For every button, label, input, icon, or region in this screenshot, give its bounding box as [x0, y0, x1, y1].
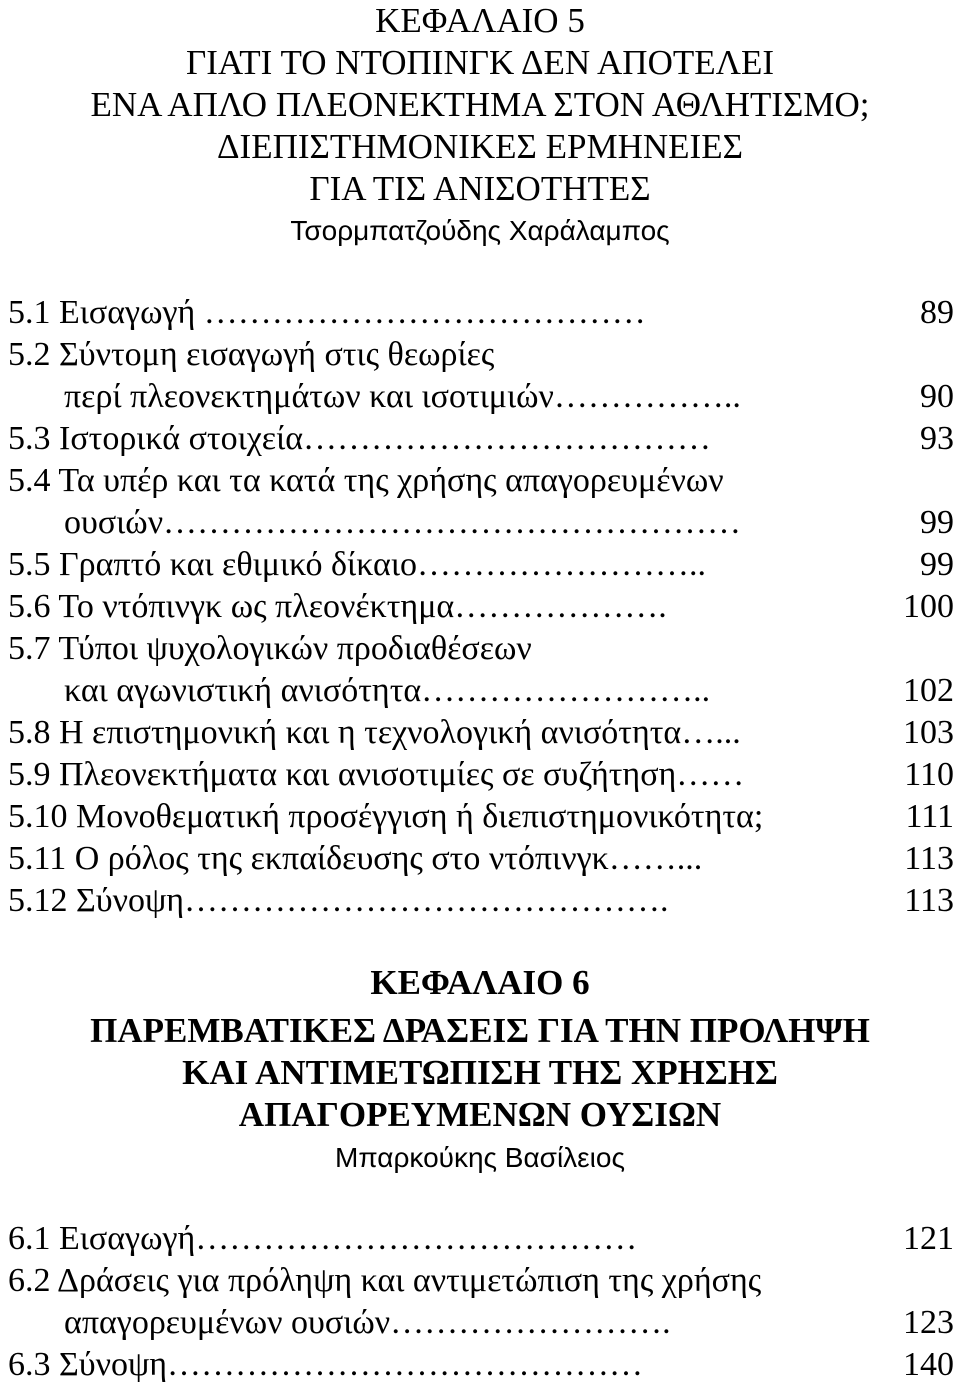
toc-page-6-3: 140	[903, 1346, 954, 1383]
toc-page-6-1: 121	[903, 1220, 954, 1257]
chapter-6-label: ΚΕΦΑΛΑΙΟ 6	[370, 963, 590, 1002]
toc-entry-6-1-text: 6.1 Εισαγωγή…………………………………	[8, 1220, 638, 1257]
toc-entry-5-12-text: 5.12 Σύνοψη…………………………………….	[8, 882, 669, 919]
toc-entry-5-2-text: 5.2 Σύντομη εισαγωγή στις θεωρίες	[8, 336, 495, 373]
toc-entry-5-10-text: 5.10 Μονοθεματική προσέγγιση ή διεπιστημονικότητα;	[8, 798, 764, 835]
toc-entry-5-1-text: 5.1 Εισαγωγή …………………………………	[8, 294, 646, 331]
toc-entry-6-2-cont-text: απαγορευμένων ουσιών…………………….	[64, 1304, 671, 1341]
chapter-5-title-line-2: ΕΝΑ ΑΠΛΟ ΠΛΕΟΝΕΚΤΗΜΑ ΣΤΟΝ ΑΘΛΗΤΙΣΜΟ;	[90, 85, 870, 124]
chapter-6-title-line-1: ΠΑΡΕΜΒΑΤΙΚΕΣ ΔΡΑΣΕΙΣ ΓΙΑ ΤΗΝ ΠΡΟΛΗΨΗ	[90, 1011, 870, 1050]
toc-entry-5-7-cont-text: και αγωνιστική ανισότητα……………………..	[64, 672, 711, 709]
chapter-5-title-line-1: ΓΙΑΤΙ ΤΟ ΝΤΟΠΙΝΓΚ ΔΕΝ ΑΠΟΤΕΛΕΙ	[185, 43, 775, 82]
chapter-5-author: Τσορμπατζούδης Χαράλαμπος	[290, 215, 670, 246]
toc-entry-5-11-text: 5.11 Ο ρόλος της εκπαίδευσης στο ντόπινγκ……...	[8, 840, 703, 877]
toc-entry-5-2-cont-text: περί πλεονεκτημάτων και ισοτιμιών……………..	[64, 378, 741, 415]
toc-entry-5-3-text: 5.3 Ιστορικά στοιχεία………………………………	[8, 420, 712, 457]
toc-page-5-8: 103	[903, 714, 954, 751]
toc-entry-5-4-text: 5.4 Τα υπέρ και τα κατά της χρήσης απαγορευμένων	[8, 462, 724, 499]
toc-entry-5-7-text: 5.7 Τύποι ψυχολογικών προδιαθέσεων	[8, 630, 532, 667]
toc-page-5-1: 89	[920, 294, 954, 331]
toc-page-5-12: 113	[904, 882, 954, 919]
toc-page-5-2: 90	[920, 378, 954, 415]
toc-page-5-10: 111	[905, 798, 954, 835]
toc-page-5-11: 113	[904, 840, 954, 877]
toc-page-5-4: 99	[920, 504, 954, 541]
toc-page-5-3: 93	[920, 420, 954, 457]
toc-entry-5-5-text: 5.5 Γραπτό και εθιμικό δίκαιο……………………..	[8, 546, 706, 583]
toc-entry-5-8-text: 5.8 Η επιστημονική και η τεχνολογική ανισότητα…...	[8, 714, 741, 751]
toc-page-5-9: 110	[904, 756, 954, 793]
chapter-6-author: Μπαρκούκης Βασίλειος	[335, 1142, 625, 1173]
toc-entry-6-3-text: 6.3 Σύνοψη……………………………………	[8, 1346, 644, 1383]
toc-page-5-7: 102	[903, 672, 954, 709]
chapter-5-label: ΚΕΦΑΛΑΙΟ 5	[375, 1, 585, 40]
chapter-6-title-line-3: ΑΠΑΓΟΡΕΥΜΕΝΩΝ ΟΥΣΙΩΝ	[238, 1095, 722, 1134]
toc-entry-5-4-cont-text: ουσιών……………………………………………	[64, 504, 742, 541]
chapter-5-title-line-3: ΔΙΕΠΙΣΤΗΜΟΝΙΚΕΣ ΕΡΜΗΝΕΙΕΣ	[217, 127, 743, 166]
toc-page-5-5: 99	[920, 546, 954, 583]
toc-page-5-6: 100	[903, 588, 954, 625]
chapter-5-title-line-4: ΓΙΑ ΤΙΣ ΑΝΙΣΟΤΗΤΕΣ	[309, 169, 651, 208]
chapter-6-title-line-2: ΚΑΙ ΑΝΤΙΜΕΤΩΠΙΣΗ ΤΗΣ ΧΡΗΣΗΣ	[182, 1053, 778, 1092]
toc-entry-5-6-text: 5.6 Το ντόπινγκ ως πλεονέκτημα……………….	[8, 588, 667, 625]
toc-entry-5-9-text: 5.9 Πλεονεκτήματα και ανισοτιμίες σε συζήτηση……	[8, 756, 745, 793]
toc-entry-6-2-text: 6.2 Δράσεις για πρόληψη και αντιμετώπιση της χρήσης	[8, 1262, 762, 1299]
toc-page-6-2: 123	[903, 1304, 954, 1341]
